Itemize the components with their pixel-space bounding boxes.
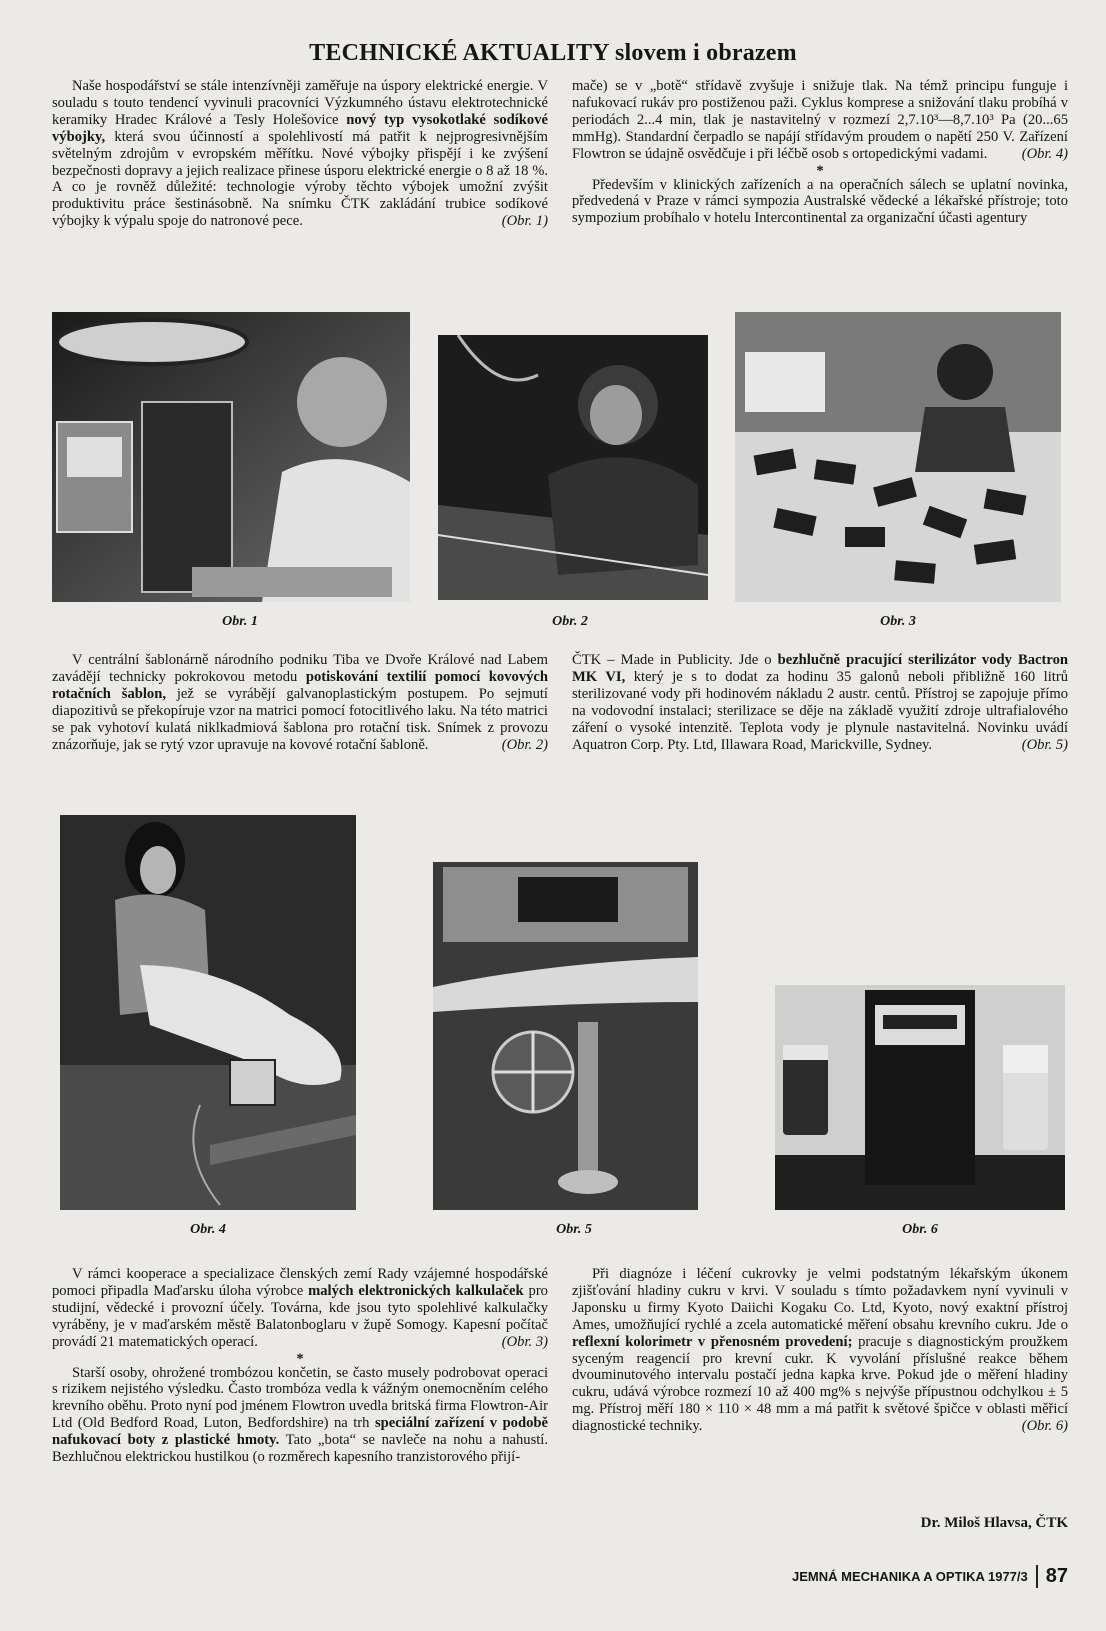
- photo-obr-4: [60, 815, 356, 1210]
- photo-obr-6: [775, 985, 1065, 1210]
- author-signature: Dr. Miloš Hlavsa, ČTK: [920, 1515, 1068, 1531]
- article-text: V rámci kooperace a specializace členských zemí Rady vzájemné hospodářské pomoci připadla Maďarsku úloha výrobce: [52, 1266, 548, 1299]
- caption-obr-3: Obr. 3: [880, 614, 916, 629]
- page-footer: [792, 1565, 1068, 1588]
- photo-obr-3: [735, 312, 1061, 602]
- article-text: Při diagnóze i léčení cukrovky je velmi podstatným lékařským úkonem zjišťování hladiny cukru v krvi. V souladu s tímto požadavkem nyní vyvinuli v Japonsku u firmy Kyoto Daiichi Kogaku Co. Ltd, Kyoto, nový exaktní přístroj Ames, umožňující rychlé a zcela automatické měření obsahu krevního cukru. Jde o: [572, 1266, 1068, 1333]
- caption-obr-2: Obr. 2: [552, 614, 588, 629]
- article-colorimeter: [572, 1266, 1068, 1435]
- article-highlight: speciální zařízení v podobě nafukovací boty z plastické hmoty.: [52, 1415, 548, 1449]
- section-separator: *: [296, 1350, 304, 1367]
- article-text: pracuje s diagnostickým proužkem syceným reagencií pro krevní cukr. K vyvolání příslušné reakce během dvouminutového intervalu postačí jedna kapka krve. Pokud jde o měření hladiny cukru, udává výrobce rozmezí 10 až 400 mg% s nejvýše přípustnou odchylkou ± 5 mg. Přístroj měří 180 × 110 × 48 mm a má patřit k světové špičce v oblasti měřicí diagnostické techniky.: [572, 1333, 1069, 1435]
- article-highlight: reflexní kolorimetr v přenosném provedení;: [572, 1333, 853, 1350]
- page-number: 87: [1036, 1565, 1068, 1588]
- figure-reference: (Obr. 2): [501, 736, 548, 753]
- article-text: V centrální šablonárně národního podniku Tiba ve Dvoře Králové nad Labem zavádějí technicky pokrokovou metodu: [52, 652, 548, 685]
- photo-obr-1: [52, 312, 410, 602]
- article-sodium-lamp: [52, 78, 548, 230]
- article-text: Tato „bota“ se navleče na nohu a nahustí. Bezhlučnou elektrickou hustilkou (o rozměrech kapesního tranzistorového přijí-: [52, 1432, 549, 1466]
- article-sterilizer-start: Především v klinických zařízeních a na operačních sálech se uplatní novinka, předvedená v Praze v rámci sympozia Australské vědecké a lékařské přístroje; toto sympozium probíhalo v hotelu Intercontinental za organizační účasti agentury: [572, 176, 1068, 227]
- article-text: který je s to dodat za hodinu 35 galonů neboli přibližně 160 litrů sterilizované vody při hodinovém nákladu 2 austr. centů. Přístroj se zapojuje přímo na vodovodní instalaci; sterilizace se děje na základě využití zdroje ultrafialového záření o vysoké intenzitě. Teplota vody je plynule nastavitelná. Novinku uvádí Aquatron Corp. Pty. Ltd, Illawara Road, Marickville, Sydney.: [572, 668, 1068, 753]
- article-text: pro studijní, vědecké i provozní účely. Továrna, kde jsou tyto spolehlivé kalkulačky vyráběny, je v maďarském městě Balatonboglaru v župě Somogy. Kapesní počítač provádí 21 matematických operací.: [52, 1282, 548, 1350]
- article-text: ČTK – Made in Publicity. Jde o: [572, 652, 778, 668]
- figure-reference: (Obr. 6): [1021, 1418, 1068, 1435]
- photo-obr-2: [438, 335, 708, 600]
- caption-obr-1: Obr. 1: [222, 614, 258, 629]
- article-calculators: [52, 1266, 548, 1466]
- article-flowtron-continued: [572, 78, 1068, 227]
- page-title: TECHNICKÉ AKTUALITY slovem i obrazem: [309, 40, 797, 66]
- figure-reference: (Obr. 5): [1021, 736, 1068, 753]
- article-text: Naše hospodářství se stále intenzívněji zaměřuje na úspory elektrické energie. V souladu s touto tendencí vyvinuli pracovníci Výzkumného ústavu elektrotechnické keramiky Hradec Králové a Tesly Holešovice: [52, 78, 548, 128]
- figure-reference: (Obr. 1): [501, 213, 548, 230]
- section-separator: *: [816, 162, 824, 179]
- article-text: mače) se v „botě“ střídavě zvyšuje i snižuje tlak. Na témž principu funguje i nafukovací rukáv pro postiženou paži. Cyklus komprese a snižování tlaku probíhá v periodách 2...4 min, tlak je nastavitelný v rozmezí 2,7.10³—8,7.10³ Pa (20...65 mmHg). Standardní čerpadlo se napájí střídavým proudem o napětí 250 V. Zařízení Flowtron se údajně osvědčuje i při léčbě osob s ortopedickými vadami.: [572, 78, 1068, 162]
- article-highlight: potiskování textilií pomocí kovových rotačních šablon,: [52, 668, 549, 702]
- article-text: která svou účinností a spolehlivostí má patřit k nejprogresivnějším světelným zdrojům v evropském měřítku. Nové výbojky přispějí i ke zvýšení bezpečnosti dopravy a jejich realizace přinese úsporu elektrické energie o 8 až 18 %. A co je rovněž důležité: technologie výroby těchto výbojek umožní zvýšit produktivitu práce šestinásobně. Na snímku ČTK zakládání trubice sodíkové výbojky k výpalu spoje do natronové pece.: [52, 128, 548, 230]
- article-rotary-stencils: [52, 652, 548, 753]
- article-sterilizer: [572, 652, 1068, 753]
- article-flowtron: [52, 1365, 548, 1466]
- article-highlight: malých elektronických kalkulaček: [308, 1282, 524, 1299]
- journal-name: JEMNÁ MECHANIKA A OPTIKA 1977/3: [792, 1569, 1028, 1584]
- caption-obr-6: Obr. 6: [902, 1222, 938, 1237]
- article-highlight: bezhlučně pracující sterilizátor vody Bactron MK VI,: [572, 652, 1068, 685]
- caption-obr-4: Obr. 4: [190, 1222, 226, 1237]
- article-highlight: nový typ vysokotlaké sodíkové výbojky,: [52, 111, 548, 145]
- caption-obr-5: Obr. 5: [556, 1222, 592, 1237]
- figure-reference: (Obr. 3): [501, 1333, 548, 1350]
- figure-reference: (Obr. 4): [1021, 145, 1068, 162]
- photo-obr-5: [433, 862, 698, 1210]
- article-text: jež se vyrábějí galvanoplastickým postupem. Po sejmutí diapozitivů se překopíruje vzor na matrici pomocí fotocitlivého laku. Na této matrici se pak vyhotoví kulatá niklkadmiová šablona pro rotační tisk. Snímek z provozu znázorňuje, jak se rytý vzor upravuje na kovové rotační šabloně.: [52, 685, 548, 753]
- article-text: Starší osoby, ohrožené trombózou končetin, se často musely podrobovat operaci s rizikem nejistého výsledku. Často trombóza vedla k vážným onemocněním celého krevního oběhu. Proto nyní pod jménem Flowtron uvedla britská firma Flowtron-Air Ltd (Old Bedford Road, Luton, Bedfordshire) na trh: [52, 1364, 548, 1432]
